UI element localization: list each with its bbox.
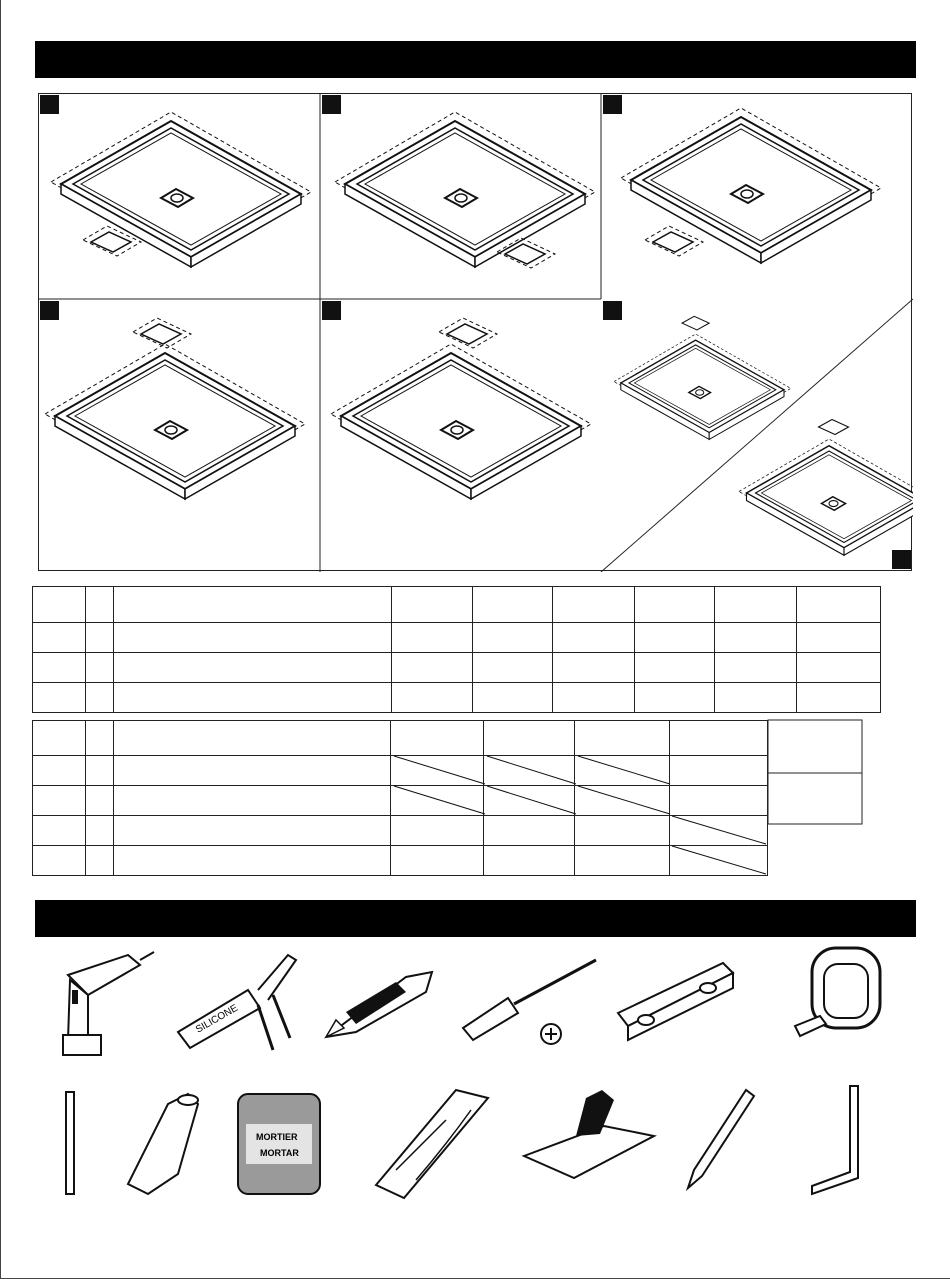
spirit-level-icon [618,963,733,1040]
utility-knife-icon [326,972,432,1037]
mortar-label-fr: MORTIER [256,1132,298,1142]
drill-bit-icon [66,1092,74,1194]
wood-shim-icon [376,1090,488,1198]
mortar-bag-icon [238,1094,320,1194]
mortar-label-en: MORTAR [260,1148,299,1158]
tape-measure-icon [795,948,880,1036]
trowel-icon [524,1090,654,1178]
drill-icon [63,952,154,1055]
silicone-gun-icon [178,955,296,1050]
silicone-label: SILICONE [194,1002,240,1036]
pencil-icon [688,1090,754,1188]
screwdriver-icon [463,960,596,1044]
film-roll-icon [128,1094,198,1194]
square-ruler-icon [812,1086,858,1194]
